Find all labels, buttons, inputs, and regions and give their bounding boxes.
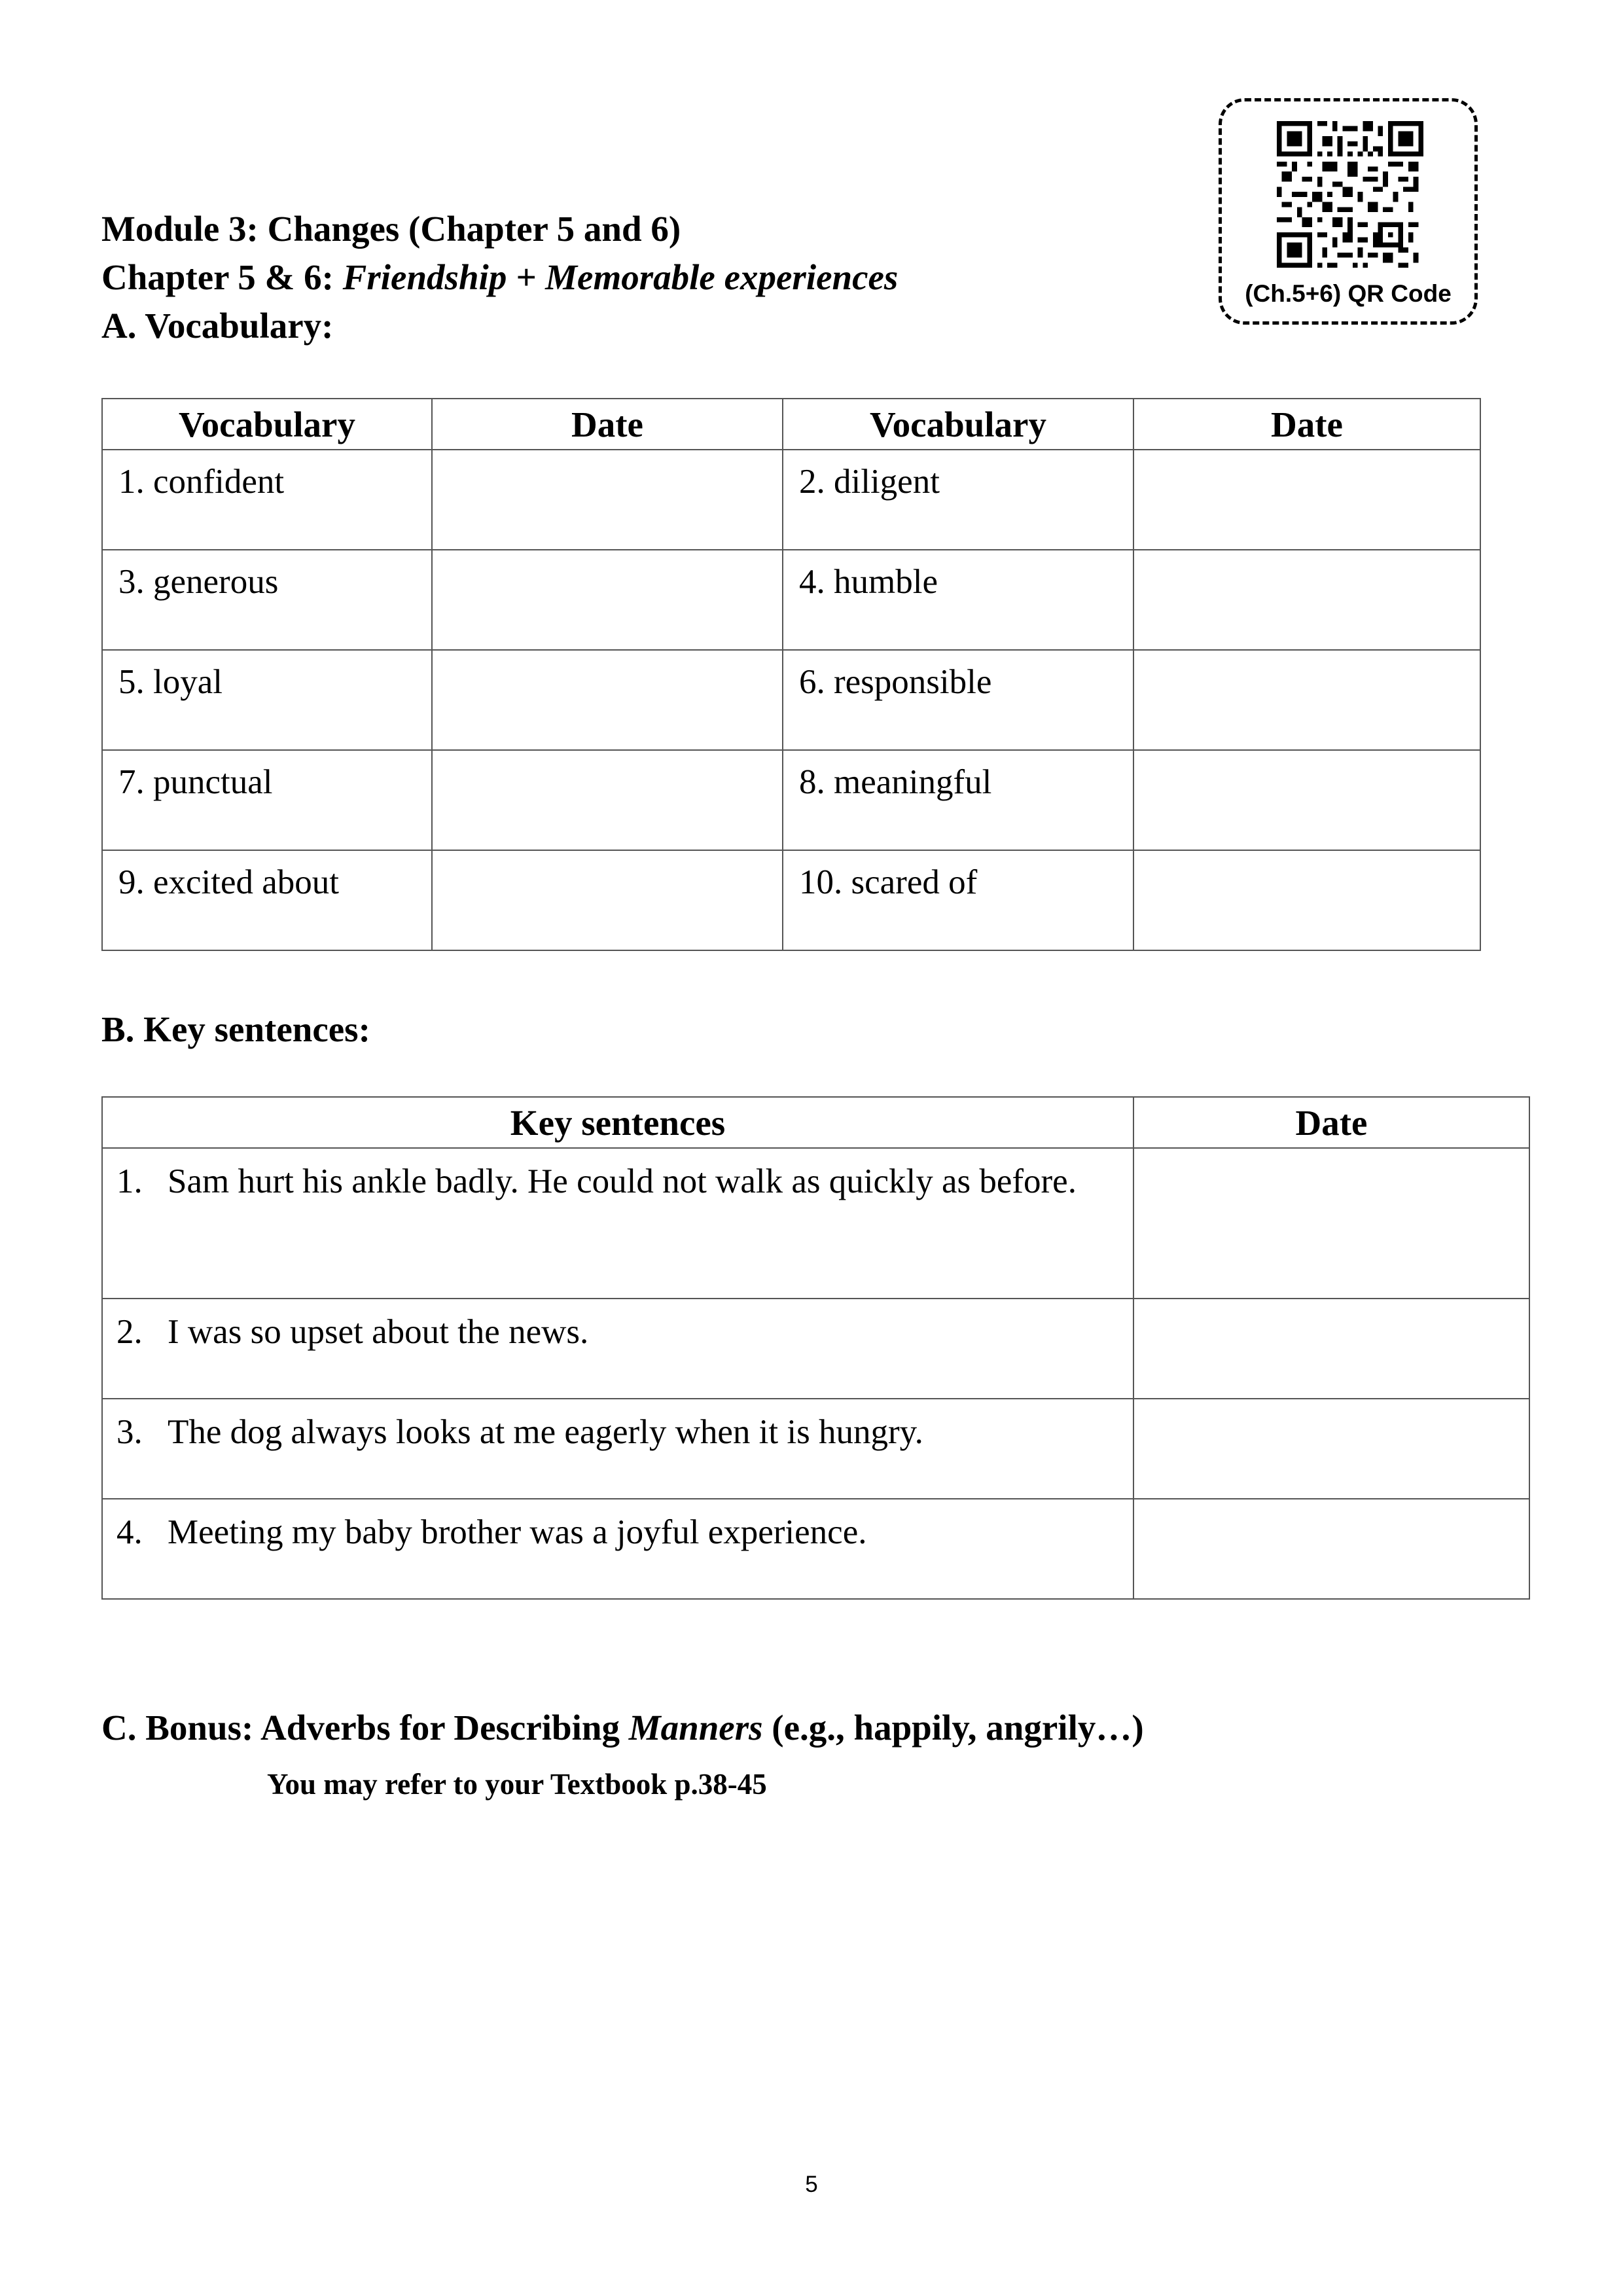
sentence-number: 2. [116,1313,143,1351]
date-cell[interactable] [432,650,783,750]
sentence-number: 1. [116,1162,143,1200]
date-cell[interactable] [432,550,783,650]
date-cell[interactable] [1133,1499,1529,1599]
section-b-title: B. Key sentences: [101,1009,370,1049]
chapter-title [101,259,898,295]
date-cell[interactable] [1133,650,1480,750]
date-cell[interactable] [1133,1299,1529,1399]
vocabulary-word: 4. humble [783,550,1133,650]
date-cell[interactable] [432,850,783,950]
key-sentence [102,1399,1133,1499]
vocabulary-header-row [102,399,1480,450]
table-row [102,550,1480,650]
bonus-suffix: (e.g., happily, angrily…) [762,1708,1144,1748]
vocabulary-header: Vocabulary [783,399,1133,450]
table-row [102,750,1480,850]
module-title: Module 3: Changes (Chapter 5 and 6) [101,209,681,249]
bonus-prefix: C. Bonus: Adverbs for Describing [101,1708,629,1748]
qr-code-label: (Ch.5+6) QR Code [1245,280,1452,307]
key-sentence [102,1148,1133,1299]
page-number: 5 [805,2172,818,2197]
vocabulary-word: 7. punctual [102,750,432,850]
sentence-number: 3. [116,1413,143,1451]
textbook-note: You may refer to your Textbook p.38-45 [267,1768,767,1801]
sentence-text: Meeting my baby brother was a joyful experience. [168,1513,867,1551]
date-cell[interactable] [1133,1399,1529,1499]
table-row [102,1299,1529,1399]
key-sentence [102,1499,1133,1599]
bonus-italic: Manners [628,1708,763,1748]
date-header: Date [1133,1097,1529,1148]
vocabulary-table [101,398,1481,951]
qr-code-box[interactable] [1219,98,1478,325]
date-header: Date [1133,399,1480,450]
vocabulary-header: Vocabulary [102,399,432,450]
qr-code-icon [1277,121,1423,268]
vocabulary-word: 8. meaningful [783,750,1133,850]
key-sentences-header-row [102,1097,1529,1148]
sentence-text: Sam hurt his ankle badly. He could not walk as quickly as before. [168,1162,1077,1200]
vocabulary-word: 3. generous [102,550,432,650]
date-cell[interactable] [1133,550,1480,650]
vocabulary-word: 1. confident [102,450,432,550]
key-sentences-table [101,1096,1530,1600]
section-a-title: A. Vocabulary: [101,306,334,346]
vocabulary-word: 6. responsible [783,650,1133,750]
table-row [102,1399,1529,1499]
table-row [102,1148,1529,1299]
chapter-theme: Friendship + Memorable experiences [342,257,899,297]
key-sentences-header: Key sentences [102,1097,1133,1148]
sentence-text: I was so upset about the news. [168,1313,589,1351]
section-c-title [101,1707,1144,1748]
date-header: Date [432,399,783,450]
chapter-prefix: Chapter 5 & 6: [101,257,343,297]
sentence-number: 4. [116,1513,143,1551]
vocabulary-word: 9. excited about [102,850,432,950]
table-row [102,650,1480,750]
sentence-text: The dog always looks at me eagerly when it is hungry. [168,1413,923,1451]
date-cell[interactable] [1133,750,1480,850]
vocabulary-word: 10. scared of [783,850,1133,950]
date-cell[interactable] [1133,450,1480,550]
vocabulary-word: 2. diligent [783,450,1133,550]
date-cell[interactable] [1133,850,1480,950]
date-cell[interactable] [1133,1148,1529,1299]
table-row [102,1499,1529,1599]
table-row [102,850,1480,950]
vocabulary-word: 5. loyal [102,650,432,750]
date-cell[interactable] [432,750,783,850]
table-row [102,450,1480,550]
date-cell[interactable] [432,450,783,550]
key-sentence [102,1299,1133,1399]
